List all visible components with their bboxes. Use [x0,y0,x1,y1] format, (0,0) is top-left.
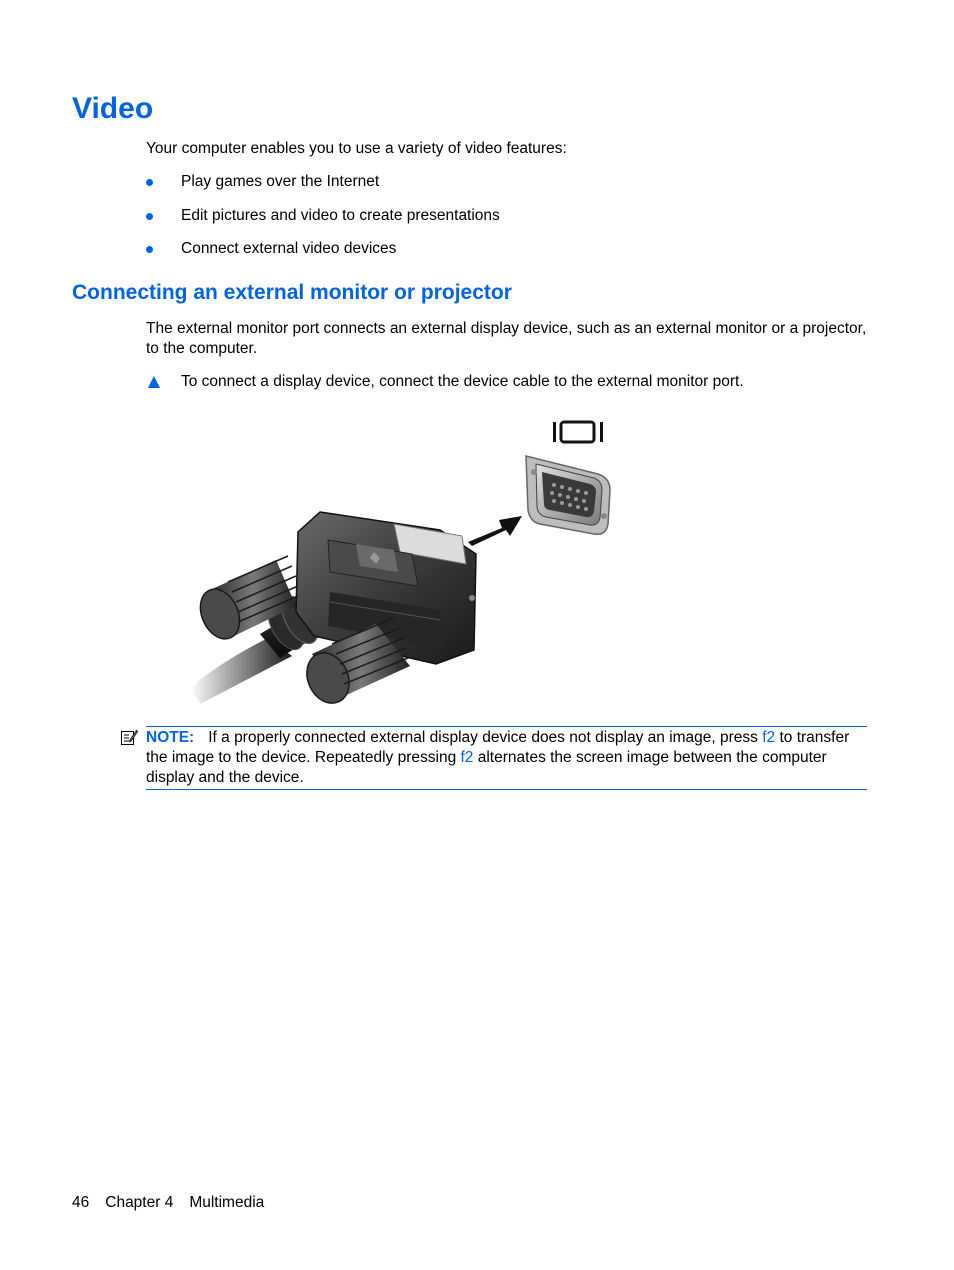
feature-list [146,172,500,273]
step-triangle-icon [148,376,160,388]
insert-arrow-icon [468,516,522,546]
vga-connection-illustration [180,412,620,708]
note-pencil-icon [120,728,138,746]
bullet-icon [146,246,153,253]
note-text-part1: If a properly connected external display device does not display an image, press [208,729,763,746]
list-item-label: Connect external video devices [181,240,397,257]
list-item [146,239,500,259]
f2-key-link[interactable]: f2 [762,729,776,746]
bullet-icon [146,179,153,186]
external-monitor-port-icon [553,422,603,442]
note-text-part2: to transfer the image to the device. Repeatedly pressing [146,729,850,766]
note-text-part3: alternates the screen image between the computer display and the device. [146,749,827,786]
intro-paragraph: Your computer enables you to use a variety of video features: [146,140,567,157]
list-item-label: Play games over the Internet [181,173,380,190]
page-title: Video [72,92,154,125]
monitor-port [526,456,610,534]
chapter-number: Chapter 4 [105,1194,174,1211]
section-paragraph: The external monitor port connects an external display device, such as an external monitor or a projector, to the computer. [146,320,867,357]
bullet-icon [146,213,153,220]
list-item [146,206,500,226]
step-text: To connect a display device, connect the device cable to the external monitor port. [181,373,744,390]
note-label: NOTE: [146,729,195,746]
f2-key-link[interactable]: f2 [460,749,474,766]
page-number: 46 [72,1194,90,1211]
list-item-label: Edit pictures and video to create presentations [181,206,500,224]
section-title: Connecting an external monitor or projector [72,281,512,304]
chapter-title: Multimedia [189,1194,265,1211]
procedure-step [146,372,744,392]
page-footer [72,1193,280,1213]
note-box [146,726,867,790]
list-item [146,172,500,192]
